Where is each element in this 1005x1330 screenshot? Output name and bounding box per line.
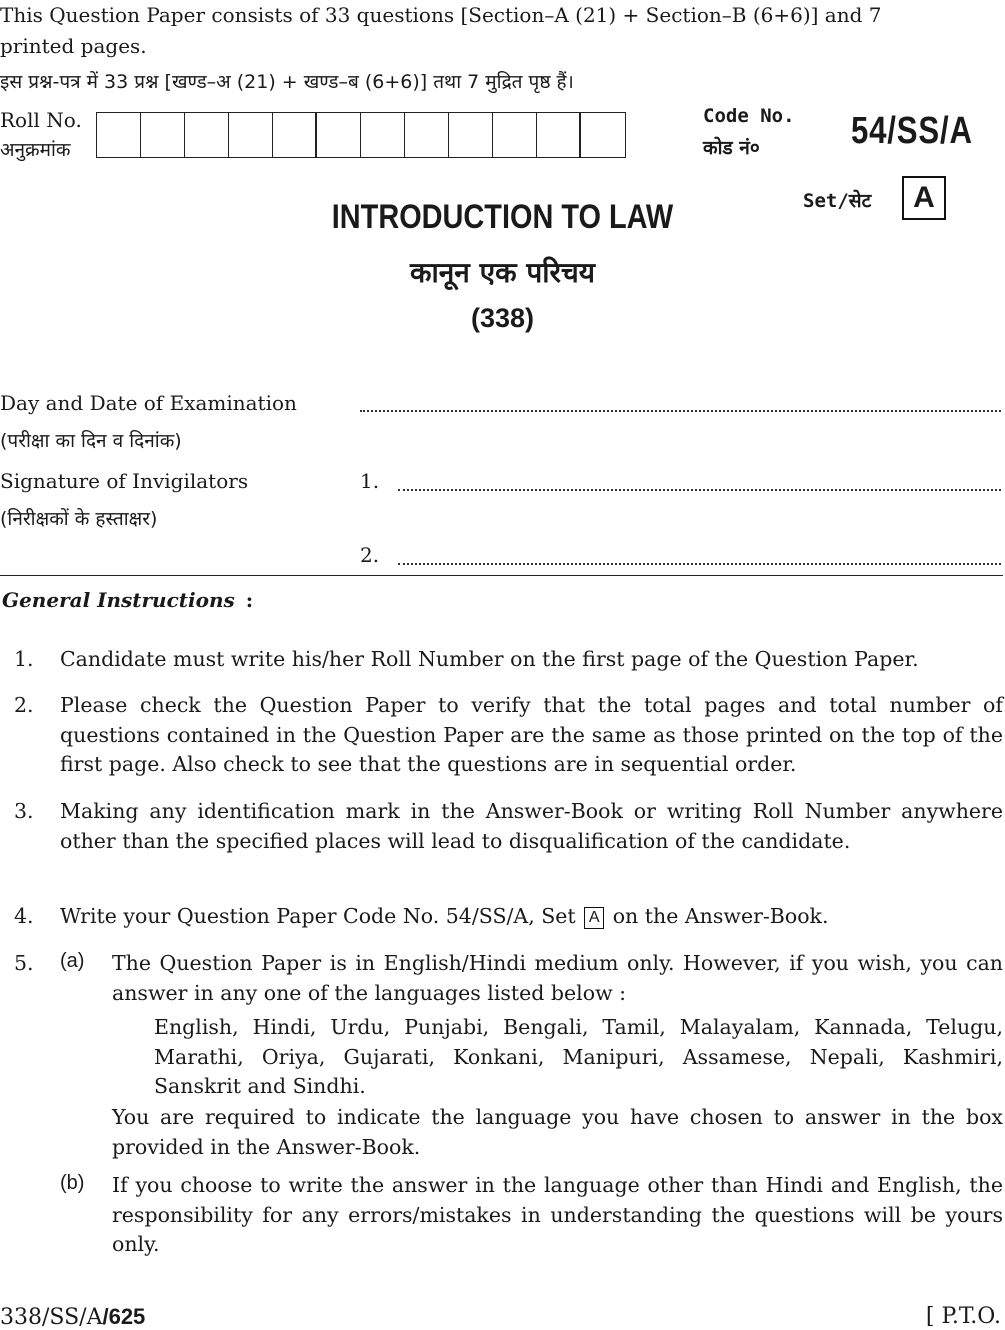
instruction-5b-text: If you choose to write the answer in the language other than Hindi and English, the responsibility for any errors/mistakes in understanding the questions will be yours only. (112, 1173, 1003, 1256)
subject-code: (338) (470, 303, 535, 333)
instruction-5-number: 5. (14, 951, 34, 975)
roll-number-box[interactable] (273, 113, 317, 157)
instruction-5b-label: (b) (60, 1172, 85, 1194)
roll-number-box[interactable] (317, 113, 361, 157)
roll-number-box[interactable] (493, 113, 537, 157)
roll-number-box[interactable] (185, 113, 229, 157)
invigilator-signature-label-hindi: (निरीक्षकों के हस्ताक्षर) (0, 508, 158, 530)
instructions-heading-text: General Instructions (2, 588, 235, 612)
signature-2-field[interactable] (398, 563, 1001, 565)
roll-label-hi: अनुक्रमांक (0, 139, 71, 161)
footer-paper-code (0, 1304, 145, 1330)
instruction-5a-languages: English, Hindi, Urdu, Punjabi, Bengali, Tamil, Malayalam, Kannada, Telugu, Marathi, Oriya, Gujarati, Konkani, Manipuri, Assamese, Nepali, Kashmiri, Sanskrit and Sindhi. (154, 1015, 1003, 1098)
roll-number-box[interactable] (581, 113, 625, 157)
exam-date-label: Day and Date of Examination (0, 391, 297, 415)
roll-label-en: Roll No. (0, 108, 82, 132)
divider (0, 575, 1003, 576)
header-line-en-1: This Question Paper consists of 33 questions [Section–A (21) + Section–B (6+6)] and 7 (0, 3, 882, 27)
instruction-4-text (60, 902, 1003, 932)
instruction-4-text-after: on the Answer-Book. (612, 904, 829, 928)
footer-code-plain: 338/SS/A (0, 1305, 103, 1330)
paper-title: INTRODUCTION TO LAW (331, 198, 674, 236)
footer-pto: [ P.T.O. (925, 1304, 1001, 1329)
set-label: Set/सेट (803, 190, 872, 212)
instruction-3-text: Making any identification mark in the Answer-Book or writing Roll Number anywhere other than the specified places will lead to disqualification of the candidate. (60, 799, 1003, 853)
instruction-4-text-before: Write your Question Paper Code No. 54/SS/A, Set (60, 904, 576, 928)
roll-number-box[interactable] (537, 113, 581, 157)
paper-title-hindi: कानून एक परिचय (410, 256, 595, 289)
signature-2-number: 2. (360, 543, 380, 567)
invigilator-signature-label: Signature of Invigilators (0, 469, 249, 493)
instructions-heading (2, 588, 253, 612)
roll-number-box[interactable] (97, 113, 141, 157)
signature-1-number: 1. (360, 469, 380, 493)
instruction-4-set-box: A (584, 907, 604, 929)
header-line-en-2: printed pages. (0, 34, 147, 58)
set-box: A (902, 176, 946, 220)
code-label-en: Code No. (703, 105, 795, 127)
instruction-1-number: 1. (14, 647, 34, 671)
instruction-2-text: Please check the Question Paper to verify that the total pages and total number of questions contained in the Question Paper are the same as those printed on the top of the first page. Also check to see that the questions are in sequential order. (60, 693, 1003, 776)
instruction-2-number: 2. (14, 693, 34, 717)
instruction-5a-note: You are required to indicate the language you have chosen to answer in the box provided in the Answer-Book. (112, 1105, 1003, 1159)
signature-1-field[interactable] (398, 489, 1001, 491)
roll-number-box[interactable] (229, 113, 273, 157)
roll-number-box[interactable] (141, 113, 185, 157)
header-line-hi: इस प्रश्न-पत्र में 33 प्रश्न [खण्ड–अ (21) + खण्ड–ब (6+6)] तथा 7 मुद्रित पृष्ठ हैं। (0, 71, 574, 93)
roll-number-box[interactable] (405, 113, 449, 157)
instruction-5a-label: (a) (60, 950, 85, 972)
code-value: 54/SS/A (851, 110, 973, 152)
roll-number-box[interactable] (361, 113, 405, 157)
exam-date-label-hindi: (परीक्षा का दिन व दिनांक) (0, 430, 182, 452)
instruction-1-text: Candidate must write his/her Roll Number on the first page of the Question Paper. (60, 647, 919, 671)
instruction-3-number: 3. (14, 799, 34, 823)
instruction-5a-text: The Question Paper is in English/Hindi medium only. However, if you wish, you can answer in any one of the languages listed below : (112, 951, 1003, 1005)
roll-number-boxes[interactable] (96, 112, 626, 158)
exam-date-field[interactable] (360, 410, 1001, 412)
roll-number-box[interactable] (449, 113, 493, 157)
code-label-hi: कोड नं० (703, 137, 760, 159)
footer-code-bold: /625 (102, 1304, 146, 1329)
instructions-heading-colon: : (245, 588, 254, 612)
instruction-4-number: 4. (14, 904, 34, 928)
